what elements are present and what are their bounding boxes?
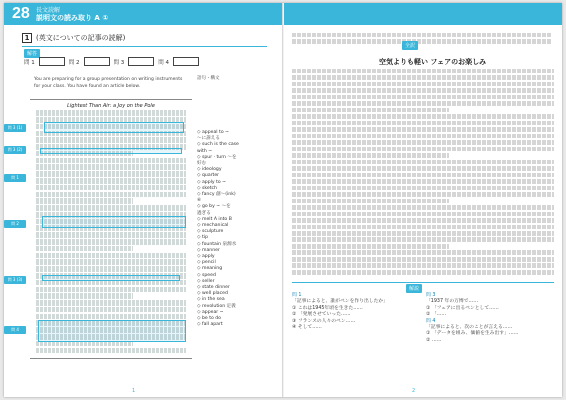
text-line	[292, 88, 554, 93]
text-line	[36, 287, 186, 293]
glossary-entry: 〜に訴える	[197, 136, 220, 142]
explanation-line: ② 「発展させていった……	[292, 312, 351, 318]
text-line	[36, 246, 133, 252]
section-title: (英文についての記事の読解)	[36, 34, 126, 42]
translation-title: 空気よりも軽い フェアのお楽しみ	[379, 58, 487, 66]
text-line	[36, 178, 186, 184]
text-line	[36, 185, 186, 191]
glossary-entry: ◇ in the sea	[197, 297, 225, 303]
passage-text	[30, 110, 192, 353]
explanation-line: ① これは1945年頃を生きた……	[292, 305, 363, 311]
text-line	[36, 259, 186, 265]
text-line	[292, 205, 554, 210]
glossary-entry: 好む	[197, 161, 207, 167]
glossary-entry: ◇ ideology	[197, 167, 222, 173]
text-line	[292, 153, 449, 158]
highlight-box	[38, 320, 186, 342]
right-page	[284, 3, 562, 397]
glossary-entry: ◇ pencil	[197, 260, 216, 266]
text-line	[36, 158, 186, 164]
glossary-entry: ◇ revolution 定義	[197, 303, 236, 309]
text-line	[292, 101, 554, 106]
answer-label: 問 4	[158, 59, 169, 66]
text-line	[292, 82, 554, 87]
page-number-right: 2	[412, 388, 416, 394]
chapter-header	[4, 3, 282, 25]
text-line	[36, 300, 186, 306]
glossary-entry: 過ぎる	[197, 210, 211, 216]
glossary-entry: ◇ appear ~	[197, 309, 224, 315]
text-line	[292, 192, 554, 197]
text-line	[292, 134, 554, 139]
text-line	[292, 199, 449, 204]
text-line	[292, 237, 554, 242]
explanation-line: 「1937 年の万博で……	[426, 299, 479, 305]
answer-label: 問 2	[68, 59, 80, 66]
text-line	[292, 114, 554, 119]
question-marker: 問 3 (2)	[4, 146, 26, 154]
text-line	[292, 173, 554, 178]
explanation-left	[292, 293, 420, 385]
glossary-entry: ◇ mechanical	[197, 223, 229, 229]
section-number: 1	[22, 33, 32, 43]
text-line	[292, 257, 554, 262]
text-line	[36, 192, 186, 198]
text-line	[292, 39, 552, 44]
explanation-line: 「記事によると、次のことが言える……	[426, 325, 513, 331]
answer-box[interactable]	[128, 57, 154, 66]
glossary-entry: ◇ well placed	[197, 291, 228, 297]
right-header-band	[284, 3, 562, 25]
text-line	[36, 253, 186, 259]
text-line	[292, 108, 449, 113]
text-line	[36, 307, 186, 313]
chapter-category: 長文読解	[36, 7, 61, 14]
explanation-line: 「記事によると、誰がペンを作り出したか」	[292, 299, 388, 305]
text-line	[292, 160, 554, 165]
translation-tag: 全訳	[402, 41, 418, 50]
answer-box[interactable]	[173, 57, 199, 66]
chapter-number: 28	[12, 5, 30, 22]
section-divider	[22, 46, 267, 47]
glossary-entry: ◇ seller	[197, 278, 215, 284]
explanation-line: ③ フランスの人々のペン……	[292, 318, 356, 324]
text-line	[36, 205, 186, 211]
glossary-entry: ◇ fountain 泉源水	[197, 241, 237, 247]
question-marker: 問 2	[4, 220, 26, 228]
glossary-entry: ◇ speed	[197, 272, 216, 278]
glossary-entry: ◇ sketch	[197, 185, 217, 191]
glossary-entry: ◇ fancy 創〜(ink)	[197, 192, 236, 198]
glossary-entry: ◇ fall apart	[197, 322, 223, 328]
glossary-entry: ◇ melt A into B	[197, 216, 232, 222]
passage-title: Lightest Than Air: a Joy on the Pole	[67, 103, 155, 109]
text-line	[36, 137, 186, 143]
highlight-box	[44, 122, 184, 133]
highlight-box	[42, 216, 186, 228]
text-line	[292, 212, 554, 217]
text-line	[36, 232, 186, 238]
english-passage	[7, 99, 192, 359]
answer-label: 問 1	[24, 59, 35, 66]
page-number-left: 1	[132, 388, 136, 394]
question-marker: 問 4	[4, 326, 26, 334]
glossary-entry: with ~	[197, 148, 213, 154]
question-marker: 問 1	[4, 174, 26, 182]
explanation-right	[426, 293, 554, 385]
section-heading	[22, 33, 125, 43]
text-line	[36, 314, 186, 320]
text-line	[292, 75, 554, 80]
glossary-entry: ◇ go by ~ 〜を	[197, 204, 231, 210]
instructions: You are preparing for a group presentation on writing instruments for your class. You have found an article below.	[34, 77, 183, 89]
glossary-entry: ◇ appeal to ~	[197, 130, 229, 135]
text-line	[292, 250, 554, 255]
explanation-line: 問 4	[426, 318, 436, 324]
glossary-entry: ◇ apply	[197, 254, 215, 260]
answer-label: 問 3	[113, 59, 125, 66]
explanation-line: ④ そして……	[292, 325, 322, 331]
text-line	[292, 33, 552, 38]
text-line	[292, 147, 554, 152]
explanation-line: ① 「フェアに出るペンとして……	[426, 305, 499, 311]
explanation-line: ① 「データを組み、価値を生み出す」……	[426, 331, 519, 337]
explanation-line: 問 1	[292, 293, 302, 298]
text-line	[292, 69, 554, 74]
glossary-entry: ◇ tip	[197, 235, 208, 241]
explanation-line: 問 3	[426, 293, 436, 298]
textbook-spread	[4, 3, 562, 397]
explanation-line: ② 「……	[426, 312, 447, 318]
glossary-entry: ◇ sculpture	[197, 229, 224, 235]
text-line	[292, 127, 554, 132]
glossary-entry: ◇ quarter	[197, 173, 220, 179]
answer-row	[24, 57, 199, 66]
text-line	[292, 244, 449, 249]
answer-tag: 解答	[24, 49, 40, 58]
text-line	[36, 266, 186, 272]
text-line	[292, 231, 554, 236]
text-line	[292, 121, 554, 126]
left-page	[4, 3, 282, 397]
text-line	[36, 198, 133, 204]
explanation-line: ② ……	[426, 337, 442, 343]
highlight-box	[40, 148, 182, 154]
text-line	[292, 140, 554, 145]
question-marker: 問 3 (1)	[4, 124, 26, 132]
text-line	[292, 179, 554, 184]
text-line	[36, 110, 186, 116]
translation-intro	[292, 31, 552, 55]
text-line	[36, 293, 133, 299]
text-line	[292, 166, 554, 171]
text-line	[36, 348, 186, 354]
glossary-entry: ◇ such is the case	[197, 142, 239, 148]
answer-box[interactable]	[84, 57, 110, 66]
highlight-box	[42, 275, 180, 281]
glossary-entry: ⑥	[197, 198, 202, 204]
text-line	[292, 186, 554, 191]
text-line	[36, 164, 186, 170]
text-line	[292, 270, 554, 275]
glossary-entry: ◇ be to do	[197, 316, 221, 322]
chapter-title: 説明文の読み取り A ①	[36, 14, 109, 22]
glossary-entry: ◇ apply to ~	[197, 179, 227, 185]
text-line	[292, 95, 554, 100]
translation-body	[292, 67, 554, 280]
text-line	[36, 239, 186, 245]
glossary-entry: ◇ state dinner	[197, 285, 230, 291]
glossary-column-tag: 語句・構文	[197, 76, 220, 81]
glossary-entry: ◇ spur · turn 〜を	[197, 154, 237, 160]
question-marker: 問 3 (3)	[4, 276, 26, 284]
explanation-tag: 解説	[406, 284, 422, 293]
text-line	[292, 225, 554, 230]
text-line	[292, 218, 554, 223]
text-line	[292, 263, 554, 268]
text-line	[36, 171, 186, 177]
glossary-entry: ◇ manner	[197, 247, 220, 253]
answer-box[interactable]	[39, 57, 65, 66]
glossary-entry: ◇ meaning	[197, 266, 223, 272]
vocabulary-glossary	[197, 130, 279, 329]
section-divider	[292, 282, 554, 283]
